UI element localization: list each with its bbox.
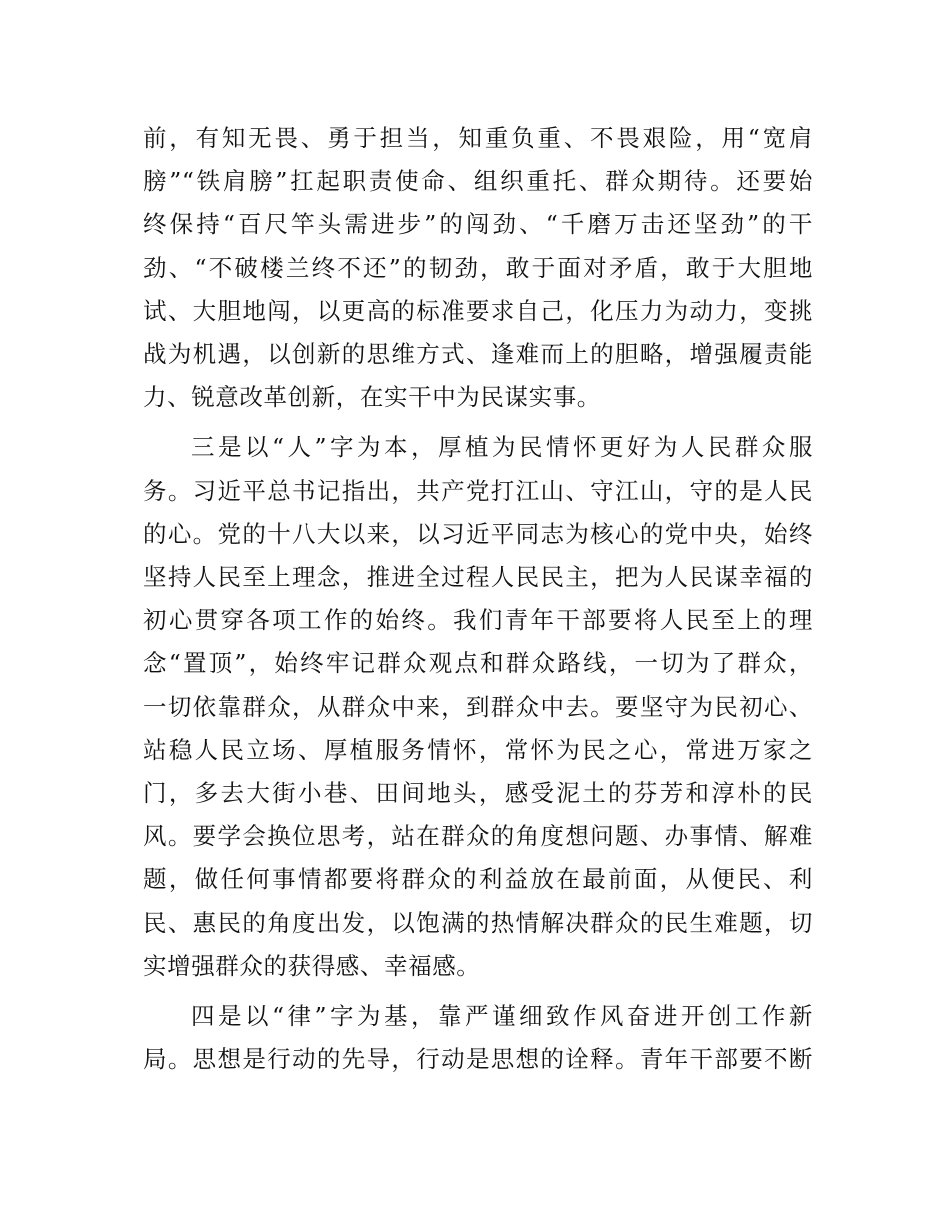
text-line: 终保持“百尺竿头需进步”的闯劲、“千磨万击还坚劲”的干 <box>143 210 813 239</box>
paragraph-four <box>143 995 813 1081</box>
text-line: 的心。党的十八大以来，以习近平同志为核心的党中央，始终 <box>143 519 813 548</box>
text-line: 念“置顶”，始终牢记群众观点和群众路线，一切为了群众， <box>143 649 813 678</box>
text-line: 题，做任何事情都要将群众的利益放在最前面，从便民、利 <box>143 865 813 894</box>
text-line: 战为机遇，以创新的思维方式、逢难而上的胆略，增强履责能 <box>143 340 813 369</box>
text-line: 风。要学会换位思考，站在群众的角度想问题、办事情、解难 <box>143 822 813 851</box>
text-line: 一切依靠群众，从群众中来，到群众中去。要坚守为民初心、 <box>143 692 813 721</box>
text-line: 力、锐意改革创新，在实干中为民谋实事。 <box>143 383 601 412</box>
text-line: 实增强群众的获得感、幸福感。 <box>143 951 481 980</box>
text-line: 前，有知无畏、勇于担当，知重负重、不畏艰险，用“宽肩 <box>143 124 813 152</box>
document-page <box>143 117 813 1081</box>
text-line: 局。思想是行动的先导，行动是思想的诠释。青年干部要不断 <box>143 1045 813 1074</box>
text-line: 四是以“律”字为基，靠严谨细致作风奋进开创工作新 <box>191 1002 813 1031</box>
text-line: 试、大胆地闯，以更高的标准要求自己，化压力为动力，变挑 <box>143 296 813 325</box>
text-line: 务。习近平总书记指出，共产党打江山、守江山，守的是人民 <box>143 476 813 505</box>
text-line: 初心贯穿各项工作的始终。我们青年干部要将人民至上的理 <box>143 606 813 635</box>
text-line: 门，多去大街小巷、田间地头，感受泥土的芬芳和淳朴的民 <box>143 779 813 808</box>
text-line: 膀”“铁肩膀”扛起职责使命、组织重托、群众期待。还要始 <box>143 167 813 196</box>
text-line: 民、惠民的角度出发，以饱满的热情解决群众的民生难题，切 <box>143 908 813 937</box>
text-line: 坚持人民至上理念，推进全过程人民民主，把为人民谋幸福的 <box>143 563 813 592</box>
text-line: 劲、“不破楼兰终不还”的韧劲，敢于面对矛盾，敢于大胆地 <box>143 253 813 282</box>
paragraph-continuation <box>143 117 813 419</box>
text-line: 站稳人民立场、厚植服务情怀，常怀为民之心，常进万家之 <box>143 735 813 764</box>
text-line: 三是以“人”字为本，厚植为民情怀更好为人民群众服 <box>191 433 813 462</box>
paragraph-three <box>143 426 813 988</box>
